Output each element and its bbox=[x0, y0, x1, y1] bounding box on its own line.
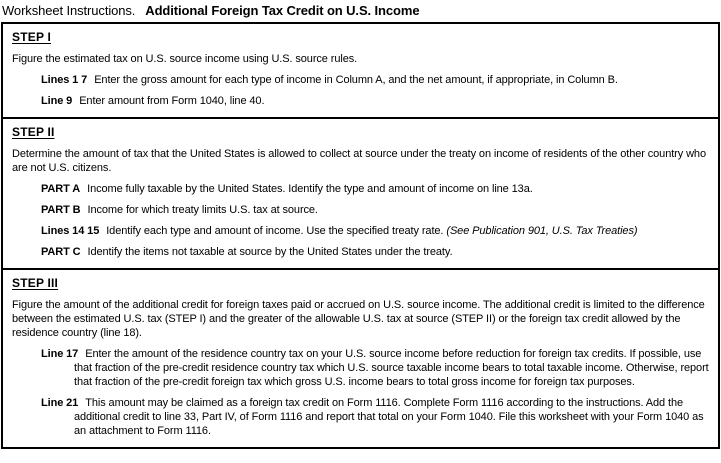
step-2-item-lines-14-15 bbox=[12, 224, 709, 238]
step-1-section bbox=[3, 24, 718, 117]
page-title-prefix: Worksheet Instructions. bbox=[2, 3, 136, 18]
item-text: Identify the items not taxable at source by the United States under the treaty. bbox=[87, 246, 453, 258]
item-note-publication-901: (See Publication 901, U.S. Tax Treaties) bbox=[446, 225, 638, 237]
step-1-intro: Figure the estimated tax on U.S. source income using U.S. source rules. bbox=[12, 53, 358, 65]
item-text: Enter the amount of the residence country tax on your U.S. source income before reduction for foreign tax credits. If possible, use that fraction of the pre-credit residence country tax which U.S. source taxable income bears to total taxable income. Otherwise, report that fraction of the pre-credit foreign tax which gross U.S. income bears to total gross income for foreign tax purposes. bbox=[74, 348, 709, 388]
item-text: Income fully taxable by the United States. Identify the type and amount of income on line 13a. bbox=[87, 183, 533, 195]
page-title bbox=[2, 3, 721, 18]
item-text: This amount may be claimed as a foreign tax credit on Form 1116. Complete Form 1116 according to the instructions. Add the additional credit to line 33, Part IV, of Form 1116 and report that total on your Form 1040. File this worksheet with your Form 1040 as an attachment to Form 1116. bbox=[74, 397, 704, 437]
step-2-item-part-b bbox=[12, 203, 709, 217]
item-label: PART B bbox=[41, 204, 81, 216]
step-2-item-part-a bbox=[12, 182, 709, 196]
step-1-item-lines-1-7 bbox=[12, 73, 709, 87]
item-text: Income for which treaty limits U.S. tax at source. bbox=[87, 204, 318, 216]
page-title-main: Additional Foreign Tax Credit on U.S. Income bbox=[145, 3, 420, 18]
worksheet-instructions-box bbox=[1, 22, 720, 449]
item-label: PART A bbox=[41, 183, 81, 195]
item-text: Enter the gross amount for each type of income in Column A, and the net amount, if appropriate, in Column B. bbox=[94, 74, 618, 86]
item-label: Lines 1 7 bbox=[41, 74, 88, 86]
step-3-item-line-21 bbox=[12, 396, 709, 438]
step-3-item-line-17 bbox=[12, 347, 709, 389]
step-1-item-line-9 bbox=[12, 94, 709, 108]
item-label: Line 17 bbox=[41, 348, 79, 360]
step-2-intro: Determine the amount of tax that the United States is allowed to collect at source under the treaty on income of residents of the other country who are not U.S. citizens. bbox=[12, 148, 706, 174]
item-text: Enter amount from Form 1040, line 40. bbox=[79, 95, 265, 107]
step-3-intro: Figure the amount of the additional credit for foreign taxes paid or accrued on U.S. source income. The additional credit is limited to the difference between the estimated U.S. tax (STEP I) and the greater of the allowable U.S. tax at source (STEP II) or the foreign tax credit allowed by the residence country (line 18). bbox=[12, 299, 705, 339]
item-label: PART C bbox=[41, 246, 81, 258]
step-3-heading: STEP III bbox=[12, 276, 59, 290]
item-text: Identify each type and amount of income. Use the specified treaty rate. bbox=[106, 225, 444, 237]
item-label: Line 9 bbox=[41, 95, 73, 107]
step-1-heading: STEP I bbox=[12, 30, 51, 44]
step-2-item-part-c bbox=[12, 245, 709, 259]
step-2-section bbox=[3, 117, 718, 268]
item-label: Line 21 bbox=[41, 397, 79, 409]
step-3-section bbox=[3, 268, 718, 447]
item-label: Lines 14 15 bbox=[41, 225, 100, 237]
step-2-heading: STEP II bbox=[12, 125, 55, 139]
